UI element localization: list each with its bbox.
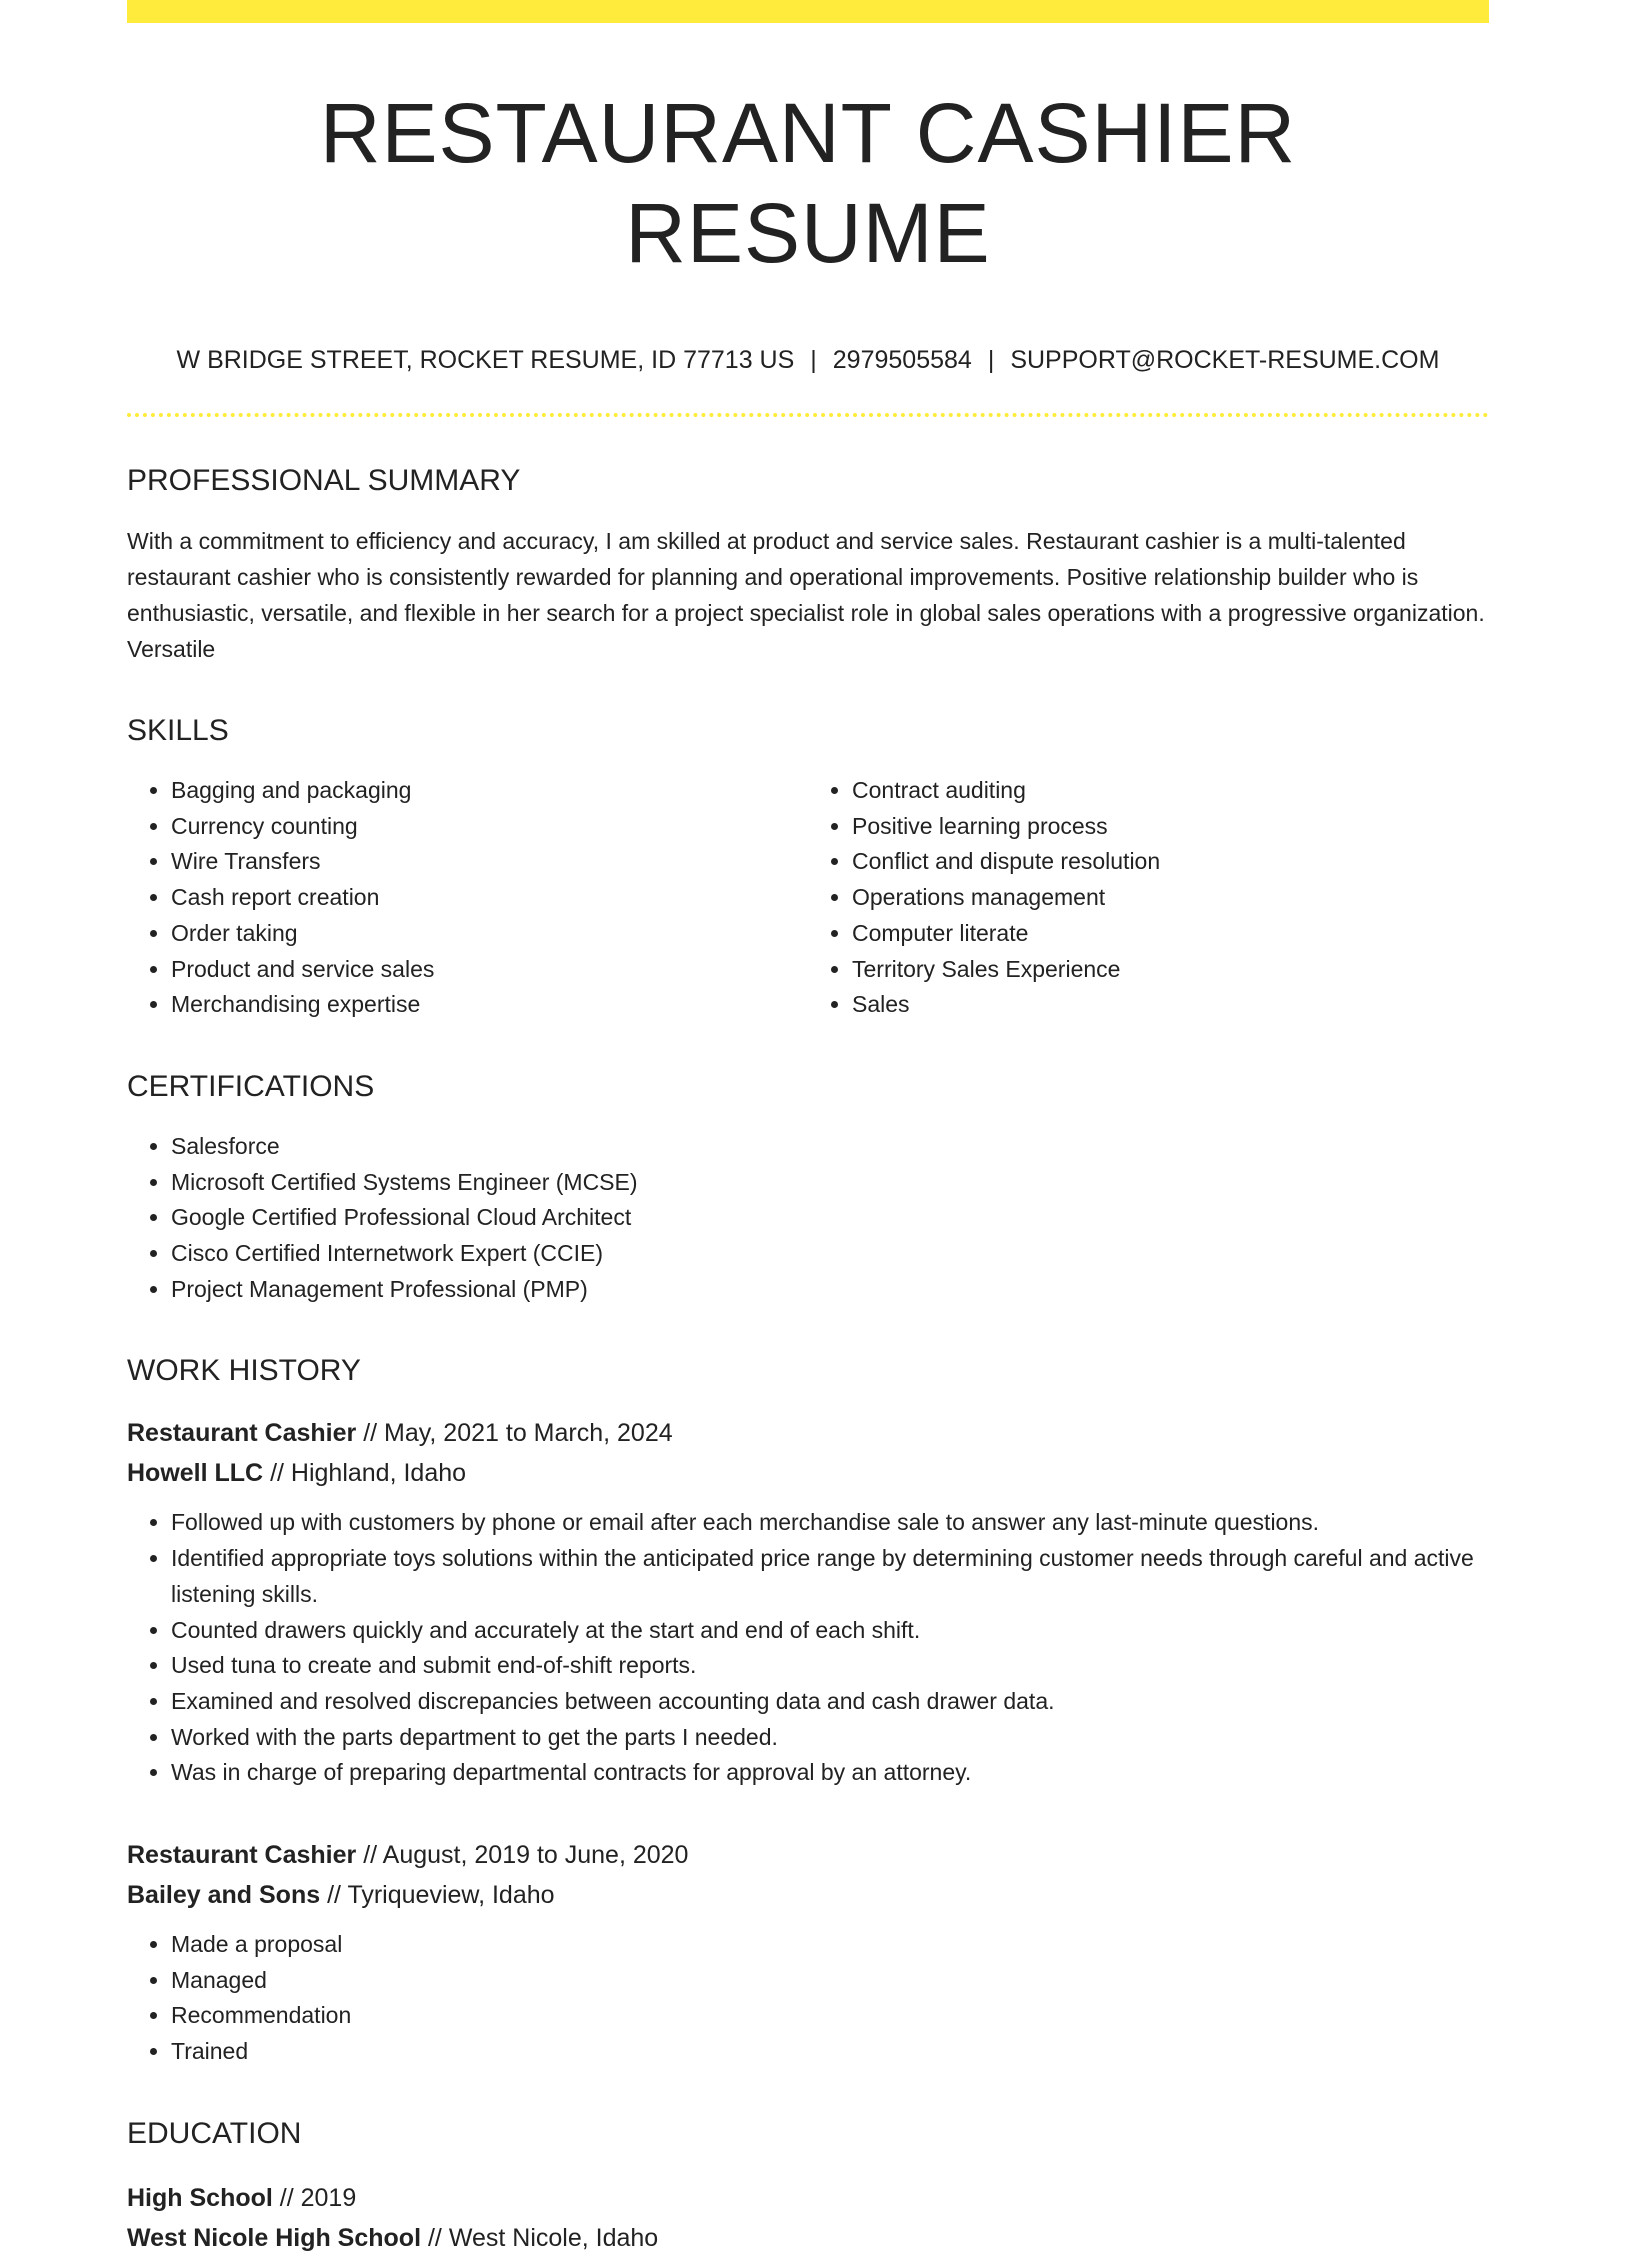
skill-item: • Product and service sales — [171, 952, 808, 988]
job-duty: • Made a proposal — [171, 1927, 1489, 1963]
job-title: Restaurant Cashier — [127, 1419, 357, 1448]
contact-separator: | — [810, 346, 817, 374]
job-dates: // August, 2019 to June, 2020 — [363, 1841, 689, 1870]
skill-item: • Wire Transfers — [171, 844, 808, 880]
skill-item: • Operations management — [852, 880, 1489, 916]
job-company: Bailey and Sons — [127, 1881, 321, 1910]
certification-item: • Google Certified Professional Cloud Architect — [171, 1200, 1489, 1236]
job-duty: • Followed up with customers by phone or email after each merchandise sale to answer any last-minute questions. — [171, 1505, 1489, 1541]
job-duty: • Counted drawers quickly and accurately at the start and end of each shift. — [171, 1613, 1489, 1649]
summary-text: With a commitment to efficiency and accuracy, I am skilled at product and service sales. Restaurant cashier is a multi-talented restaurant cashier who is consistently rewarded for planning and operational improvements. Positive relationship builder who is enthusiastic, versatile, and flexible in her search for a project specialist role in global sales operations with a progressive organization. Versatile — [127, 528, 1485, 662]
certification-item: • Microsoft Certified Systems Engineer (MCSE) — [171, 1165, 1489, 1201]
job-duty: • Identified appropriate toys solutions within the anticipated price range by determining customer needs through careful and active listening skills. — [171, 1541, 1489, 1612]
skill-item: • Bagging and packaging — [171, 773, 808, 809]
certification-item: • Salesforce — [171, 1129, 1489, 1165]
job-duty: • Was in charge of preparing departmental contracts for approval by an attorney. — [171, 1755, 1489, 1791]
job-company-line — [127, 1453, 1489, 1493]
job-title: Restaurant Cashier — [127, 1841, 357, 1870]
job-duties-list — [127, 1927, 1489, 2070]
skill-item: • Order taking — [171, 916, 808, 952]
job-duty: • Trained — [171, 2034, 1489, 2070]
skill-item: • Merchandising expertise — [171, 987, 808, 1023]
skill-item: • Positive learning process — [852, 809, 1489, 845]
job-location: // Tyriqueview, Idaho — [327, 1881, 555, 1910]
education-location: // West Nicole, Idaho — [427, 2223, 659, 2252]
job-location: // Highland, Idaho — [270, 1459, 467, 1488]
education-entry — [127, 2178, 1489, 2258]
job-duty: • Used tuna to create and submit end-of-shift reports. — [171, 1648, 1489, 1684]
job-company: Howell LLC — [127, 1459, 264, 1488]
job-dates: // May, 2021 to March, 2024 — [363, 1419, 673, 1448]
skill-item: • Territory Sales Experience — [852, 952, 1489, 988]
job-entry — [127, 1835, 1489, 2070]
skills-heading: SKILLS — [127, 714, 229, 747]
certifications-list — [127, 1129, 1489, 1308]
job-entry — [127, 1413, 1489, 1791]
job-duty: • Managed — [171, 1963, 1489, 1999]
certification-item: • Cisco Certified Internetwork Expert (CCIE) — [171, 1236, 1489, 1272]
skill-item: • Sales — [852, 987, 1489, 1023]
skill-item: • Contract auditing — [852, 773, 1489, 809]
education-year: // 2019 — [279, 2183, 357, 2212]
skill-item: • Cash report creation — [171, 880, 808, 916]
header-divider — [127, 413, 1489, 417]
skills-list-right — [808, 773, 1489, 1023]
job-duty: • Recommendation — [171, 1998, 1489, 2034]
top-accent-bar — [127, 0, 1489, 23]
education-degree: High School — [127, 2183, 273, 2212]
education-degree-line — [127, 2178, 1489, 2218]
resume-title: RESTAURANT CASHIER RESUME — [319, 86, 1297, 280]
certifications-heading: CERTIFICATIONS — [127, 1069, 375, 1103]
job-title-line — [127, 1835, 1489, 1875]
work-history-heading: WORK HISTORY — [127, 1354, 361, 1388]
contact-separator: | — [987, 346, 995, 374]
summary-heading: PROFESSIONAL SUMMARY — [127, 464, 521, 497]
education-school-line — [127, 2218, 1489, 2258]
certification-item: • Project Management Professional (PMP) — [171, 1272, 1489, 1308]
skills-list-left — [127, 773, 808, 1023]
skill-item: • Computer literate — [852, 916, 1489, 952]
job-company-line — [127, 1875, 1489, 1915]
job-duty: • Worked with the parts department to get the parts I needed. — [171, 1720, 1489, 1756]
skills-grid — [127, 773, 1489, 1023]
contact-line — [127, 345, 1489, 375]
education-heading: EDUCATION — [127, 2116, 302, 2150]
resume-content — [127, 23, 1489, 2258]
job-title-line — [127, 1413, 1489, 1453]
contact-address: W BRIDGE STREET, ROCKET RESUME, ID 77713 US — [176, 346, 795, 374]
contact-phone: 2979505584 — [832, 346, 972, 374]
job-duties-list — [127, 1505, 1489, 1791]
contact-email: SUPPORT@ROCKET-RESUME.COM — [1010, 346, 1440, 374]
job-duty: • Examined and resolved discrepancies between accounting data and cash drawer data. — [171, 1684, 1489, 1720]
skill-item: • Conflict and dispute resolution — [852, 844, 1489, 880]
education-school: West Nicole High School — [127, 2223, 422, 2252]
skill-item: • Currency counting — [171, 809, 808, 845]
